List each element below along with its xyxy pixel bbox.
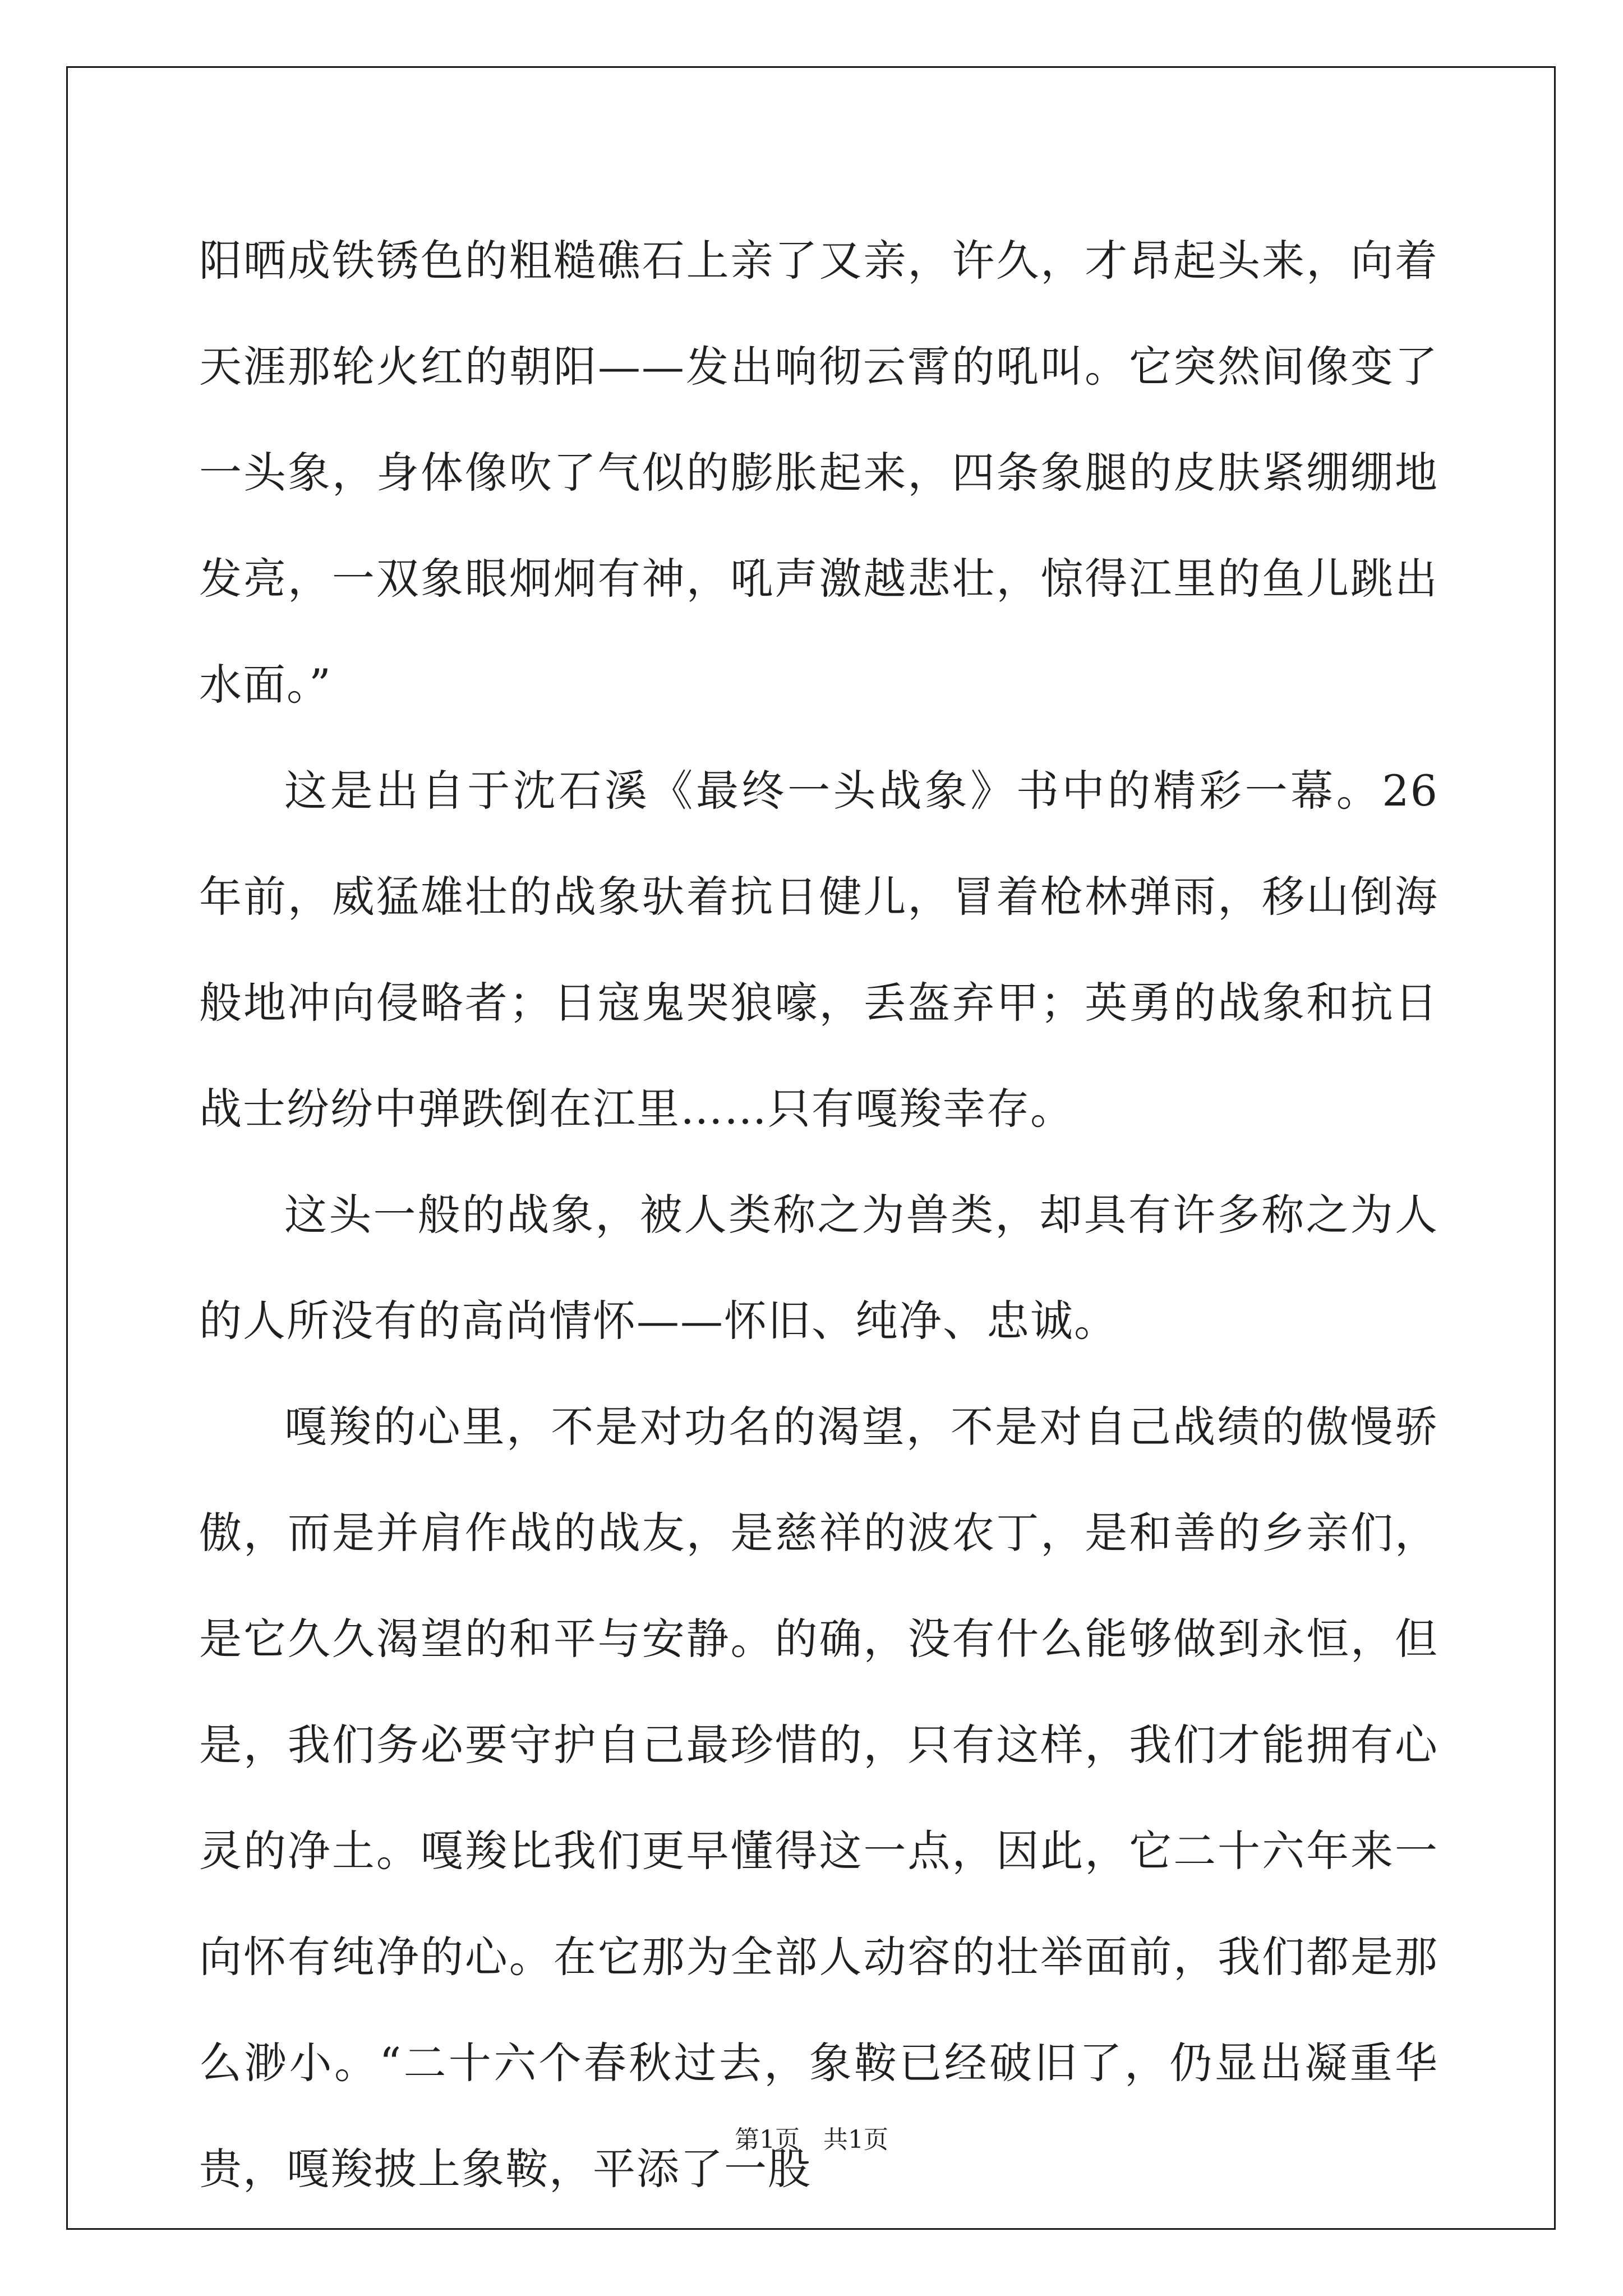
page-number-footer: 第1页 共1页 — [735, 2125, 888, 2154]
paragraph-1: 阳晒成铁锈色的粗糙礁石上亲了又亲，许久，才昂起头来，向着天涯那轮火红的朝阳——发出响彻云霄的吼叫。它突然间像变了一头象，身体像吹了气似的膨胀起来，四条象腿的皮肤紧绷绷地发亮，一双象眼炯炯有神，吼声激越悲壮，惊得江里的鱼儿跳出水面。” — [199, 236, 1438, 710]
paragraph-2: 这是出自于沈石溪《最终一头战象》书中的精彩一幕。26 年前，威猛雄壮的战象驮着抗日健儿，冒着枪林弹雨，移山倒海般地冲向侵略者；日寇鬼哭狼嚎，丢盔弃甲；英勇的战象和抗日战士纷纷中弹跌倒在江里……只有嘎羧幸存。 — [199, 766, 1438, 1134]
paragraph-4: 嘎羧的心里，不是对功名的渴望，不是对自己战绩的傲慢骄傲，而是并肩作战的战友，是慈祥的波农丁，是和善的乡亲们，是它久久渴望的和平与安静。的确，没有什么能够做到永恒，但是，我们务必要守护自己最珍惜的，只有这样，我们才能拥有心灵的净土。嘎羧比我们更早懂得这一点，因此，它二十六年来一向怀有纯净的心。在它那为全部人动容的壮举面前，我们都是那么渺小。“二十六个春秋过去，象鞍已经破旧了，仍显出凝重华贵，嘎羧披上象鞍，平添了一股 — [199, 1402, 1438, 2194]
document-body — [199, 208, 1438, 2222]
paragraph-3: 这头一般的战象，被人类称之为兽类，却具有许多称之为人的人所没有的高尚情怀——怀旧、纯净、忠诚。 — [199, 1190, 1438, 1346]
